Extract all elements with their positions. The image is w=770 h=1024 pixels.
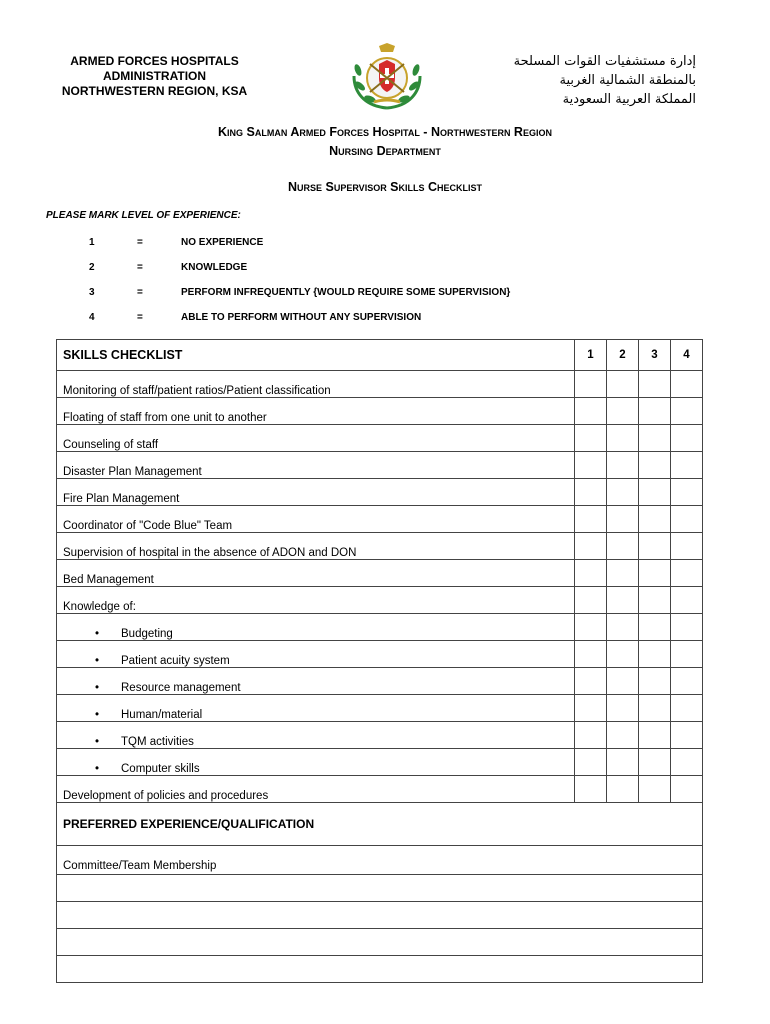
instructions-text: PLEASE MARK LEVEL OF EXPERIENCE: — [46, 210, 241, 221]
rating-cell-3[interactable] — [639, 722, 671, 749]
blank-entry-row — [57, 902, 703, 929]
rating-cell-4[interactable] — [671, 560, 703, 587]
table-row — [57, 776, 703, 803]
skill-label: Coordinator of "Code Blue" Team — [57, 506, 575, 533]
skill-bullet-label — [57, 722, 575, 749]
rating-cell-2[interactable] — [607, 479, 639, 506]
rating-cell-2[interactable] — [607, 425, 639, 452]
rating-cell-2[interactable] — [607, 371, 639, 398]
rating-cell-3[interactable] — [639, 425, 671, 452]
blank-entry-cell[interactable] — [57, 929, 703, 956]
department-title: Nursing Department — [329, 144, 441, 158]
rating-cell-4[interactable] — [671, 614, 703, 641]
rating-cell-1[interactable] — [575, 560, 607, 587]
rating-cell-2[interactable] — [607, 506, 639, 533]
rating-cell-2[interactable] — [607, 533, 639, 560]
rating-cell-1[interactable] — [575, 695, 607, 722]
checklist-title: Nurse Supervisor Skills Checklist — [288, 180, 482, 194]
header-right-line: المملكة العربية السعودية — [562, 92, 696, 107]
table-row — [57, 398, 703, 425]
skill-label: Development of policies and procedures — [57, 776, 575, 803]
header-left-line: NORTHWESTERN REGION, KSA — [61, 84, 248, 98]
table-row — [57, 425, 703, 452]
table-row — [57, 641, 703, 668]
rating-cell-3[interactable] — [639, 452, 671, 479]
rating-cell-2[interactable] — [607, 749, 639, 776]
level-number: 1 — [89, 237, 95, 248]
bullet-icon: • — [95, 655, 100, 667]
rating-cell-1[interactable] — [575, 371, 607, 398]
rating-cell-2[interactable] — [607, 398, 639, 425]
rating-cell-4[interactable] — [671, 425, 703, 452]
skills-checklist-header: SKILLS CHECKLIST — [57, 340, 575, 371]
skill-bullet-label — [57, 695, 575, 722]
rating-cell-2[interactable] — [607, 722, 639, 749]
table-row — [57, 560, 703, 587]
blank-entry-cell[interactable] — [57, 875, 703, 902]
bullet-text: Human/material — [121, 709, 203, 721]
rating-cell-1[interactable] — [575, 641, 607, 668]
armed-forces-emblem-icon — [346, 42, 428, 114]
skill-label: Floating of staff from one unit to another — [57, 398, 575, 425]
column-header-4: 4 — [671, 340, 703, 371]
header-left-line: ARMED FORCES HOSPITALS — [70, 54, 239, 68]
skill-label: Monitoring of staff/patient ratios/Patient classification — [57, 371, 575, 398]
rating-cell-2[interactable] — [607, 641, 639, 668]
rating-cell-3[interactable] — [639, 371, 671, 398]
level-description: PERFORM INFREQUENTLY {WOULD REQUIRE SOME SUPERVISION} — [181, 287, 511, 298]
rating-cell-1[interactable] — [575, 398, 607, 425]
skill-label: Fire Plan Management — [57, 479, 575, 506]
rating-cell-3[interactable] — [639, 614, 671, 641]
table-row — [57, 479, 703, 506]
rating-cell-1[interactable] — [575, 533, 607, 560]
header-right-block — [514, 52, 696, 109]
rating-cell-3[interactable] — [639, 398, 671, 425]
header-left-line: ADMINISTRATION — [102, 69, 207, 83]
bullet-text: Budgeting — [121, 628, 173, 640]
header-right-line: بالمنطقة الشمالية الغربية — [559, 73, 696, 88]
rating-cell-2[interactable] — [607, 587, 639, 614]
level-number: 4 — [89, 312, 95, 323]
skill-label: Disaster Plan Management — [57, 452, 575, 479]
hospital-title: King Salman Armed Forces Hospital - Northwestern Region — [218, 125, 552, 139]
rating-cell-3[interactable] — [639, 668, 671, 695]
rating-cell-3[interactable] — [639, 641, 671, 668]
rating-cell-2[interactable] — [607, 452, 639, 479]
blank-entry-cell[interactable] — [57, 902, 703, 929]
table-header-row — [57, 340, 703, 371]
committee-label: Committee/Team Membership — [57, 846, 703, 875]
rating-cell-1[interactable] — [575, 722, 607, 749]
level-description: KNOWLEDGE — [181, 262, 248, 273]
level-equals: = — [137, 237, 143, 248]
skill-label: Knowledge of: — [57, 587, 575, 614]
header-left-block — [52, 54, 257, 99]
rating-cell-4[interactable] — [671, 695, 703, 722]
rating-cell-4[interactable] — [671, 749, 703, 776]
table-row — [57, 533, 703, 560]
committee-row — [57, 846, 703, 875]
skill-bullet-label — [57, 614, 575, 641]
table-row — [57, 749, 703, 776]
rating-cell-4[interactable] — [671, 533, 703, 560]
table-row — [57, 614, 703, 641]
rating-cell-2[interactable] — [607, 614, 639, 641]
column-header-2: 2 — [607, 340, 639, 371]
level-description: ABLE TO PERFORM WITHOUT ANY SUPERVISION — [181, 312, 422, 323]
rating-cell-2[interactable] — [607, 668, 639, 695]
blank-entry-row — [57, 956, 703, 983]
table-row — [57, 722, 703, 749]
table-row — [57, 695, 703, 722]
rating-cell-1[interactable] — [575, 587, 607, 614]
level-number: 2 — [89, 262, 95, 273]
rating-cell-1[interactable] — [575, 614, 607, 641]
table-row — [57, 506, 703, 533]
bullet-icon: • — [95, 763, 100, 775]
blank-entry-cell[interactable] — [57, 956, 703, 983]
bullet-text: Resource management — [121, 682, 241, 694]
rating-cell-1[interactable] — [575, 506, 607, 533]
rating-cell-4[interactable] — [671, 641, 703, 668]
rating-cell-1[interactable] — [575, 452, 607, 479]
skill-bullet-label — [57, 641, 575, 668]
level-equals: = — [137, 287, 143, 298]
skill-label: Counseling of staff — [57, 425, 575, 452]
rating-cell-3[interactable] — [639, 506, 671, 533]
preferred-experience-row — [57, 803, 703, 846]
table-row — [57, 587, 703, 614]
rating-cell-3[interactable] — [639, 776, 671, 803]
header-right-line: إدارة مستشفيات القوات المسلحة — [513, 54, 696, 69]
bullet-text: Patient acuity system — [121, 655, 230, 667]
table-row — [57, 668, 703, 695]
rating-cell-4[interactable] — [671, 722, 703, 749]
rating-cell-3[interactable] — [639, 749, 671, 776]
rating-cell-2[interactable] — [607, 560, 639, 587]
skills-checklist-table — [56, 339, 703, 983]
rating-cell-1[interactable] — [575, 749, 607, 776]
bullet-icon: • — [95, 628, 100, 640]
level-description: NO EXPERIENCE — [181, 237, 264, 248]
skill-bullet-label — [57, 749, 575, 776]
rating-cell-1[interactable] — [575, 479, 607, 506]
bullet-icon: • — [95, 736, 100, 748]
rating-cell-4[interactable] — [671, 371, 703, 398]
rating-cell-4[interactable] — [671, 668, 703, 695]
rating-cell-3[interactable] — [639, 533, 671, 560]
rating-cell-4[interactable] — [671, 587, 703, 614]
bullet-icon: • — [95, 709, 100, 721]
blank-entry-row — [57, 929, 703, 956]
rating-cell-2[interactable] — [607, 776, 639, 803]
rating-cell-2[interactable] — [607, 695, 639, 722]
level-number: 3 — [89, 287, 95, 298]
rating-cell-4[interactable] — [671, 398, 703, 425]
level-equals: = — [137, 312, 143, 323]
rating-cell-4[interactable] — [671, 479, 703, 506]
rating-cell-3[interactable] — [639, 560, 671, 587]
skill-label: Supervision of hospital in the absence of ADON and DON — [57, 533, 575, 560]
rating-cell-4[interactable] — [671, 776, 703, 803]
bullet-icon: • — [95, 682, 100, 694]
rating-cell-3[interactable] — [639, 479, 671, 506]
bullet-text: Computer skills — [121, 763, 200, 775]
rating-cell-3[interactable] — [639, 695, 671, 722]
bullet-text: TQM activities — [121, 736, 194, 748]
skill-label: Bed Management — [57, 560, 575, 587]
blank-entry-row — [57, 875, 703, 902]
rating-cell-1[interactable] — [575, 425, 607, 452]
rating-cell-1[interactable] — [575, 668, 607, 695]
level-equals: = — [137, 262, 143, 273]
column-header-1: 1 — [575, 340, 607, 371]
rating-cell-4[interactable] — [671, 506, 703, 533]
rating-cell-4[interactable] — [671, 452, 703, 479]
table-row — [57, 371, 703, 398]
rating-cell-1[interactable] — [575, 776, 607, 803]
rating-cell-3[interactable] — [639, 587, 671, 614]
preferred-experience-heading: PREFERRED EXPERIENCE/QUALIFICATION — [57, 803, 703, 846]
column-header-3: 3 — [639, 340, 671, 371]
table-row — [57, 452, 703, 479]
skill-bullet-label — [57, 668, 575, 695]
